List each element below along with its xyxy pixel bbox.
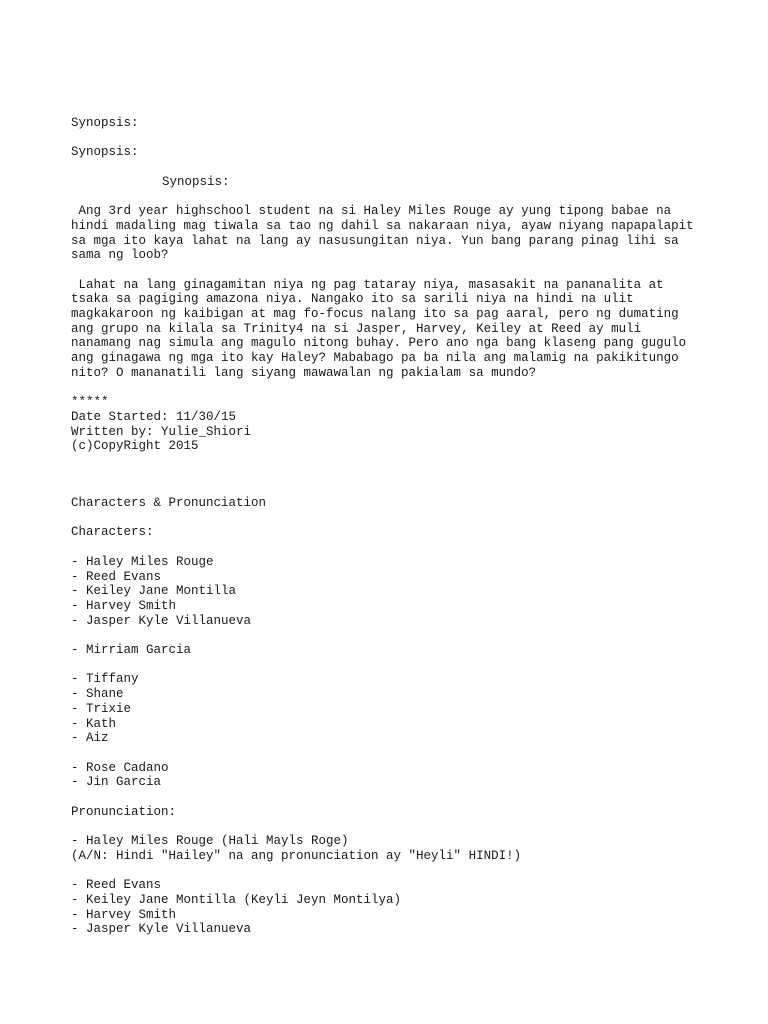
spacer [71, 263, 711, 278]
copyright: (c)CopyRight 2015 [71, 439, 199, 454]
paragraph-line: ang grupo na kilala sa Trinity4 na si Jasper, Harvey, Keiley at Reed ay muli [71, 321, 642, 336]
section-title: Characters & Pronunciation [71, 496, 267, 511]
spacer [71, 658, 711, 673]
pronunciation-list [71, 878, 711, 937]
date-started: Date Started: 11/30/15 [71, 409, 237, 424]
paragraph-line: Ang 3rd year highschool student na si Haley Miles Rouge ay yung tipong babae na [71, 204, 672, 219]
written-by: Written by: Yulie_Shiori [71, 424, 252, 439]
spacer [71, 189, 711, 204]
synopsis-heading: Synopsis: [71, 116, 139, 130]
spacer [71, 540, 711, 555]
list-item: - Tiffany [71, 672, 139, 687]
spacer [71, 454, 711, 496]
list-item: - Mirriam Garcia [71, 643, 192, 658]
character-group-main [71, 555, 711, 629]
paragraph-line: ang ginagawa ng mga ito kay Haley? Mababago pa ba nila ang malamig na pakikitungo [71, 351, 679, 366]
spacer [71, 628, 711, 643]
list-item: - Haley Miles Rouge [71, 554, 214, 569]
spacer [71, 381, 711, 396]
spacer [71, 790, 711, 805]
list-item: - Harvey Smith [71, 907, 177, 922]
character-group-4 [71, 761, 711, 790]
document-page [71, 116, 711, 937]
list-item: - Harvey Smith [71, 598, 177, 613]
list-item: - Jasper Kyle Villanueva [71, 613, 252, 628]
synopsis-heading: Synopsis: [162, 174, 230, 189]
list-item: - Keiley Jane Montilla [71, 584, 237, 599]
paragraph-line: hindi madaling mag tiwala sa tao ng dahil sa nakaraan niya, ayaw niyang napapalapit [71, 218, 694, 233]
list-item: - Rose Cadano [71, 760, 169, 775]
spacer [71, 160, 711, 175]
spacer [71, 864, 711, 879]
characters-label: Characters: [71, 525, 154, 540]
paragraph-line: sama ng loob? [71, 248, 169, 263]
spacer [71, 819, 711, 834]
list-item: - Trixie [71, 701, 132, 716]
pronunciation-label: Pronunciation: [71, 804, 177, 819]
paragraph-line: magkakaroon ng kaibigan at mag fo-focus nalang ito sa pag aaral, pero ng dumating [71, 307, 679, 322]
synopsis-paragraph [71, 278, 711, 381]
paragraph-line: nito? O mananatili lang siyang mawawalan ng pakialam sa mundo? [71, 365, 537, 380]
list-item: - Reed Evans [71, 878, 162, 893]
author-note: (A/N: Hindi "Hailey" na ang pronunciation ay "Heyli" HINDI!) [71, 848, 522, 863]
synopsis-heading: Synopsis: [71, 145, 139, 160]
spacer [71, 131, 711, 146]
list-item: - Kath [71, 716, 117, 731]
paragraph-line: nanamang nag simula ang magulo nitong buhay. Pero ano nga bang klaseng pang gugulo [71, 336, 687, 351]
paragraph-line: tsaka sa pagiging amazona niya. Nangako ito sa sarili niya na hindi na ulit [71, 292, 634, 307]
list-item: - Haley Miles Rouge (Hali Mayls Roge) [71, 834, 349, 849]
spacer [71, 511, 711, 526]
list-item: - Reed Evans [71, 569, 162, 584]
separator: ***** [71, 395, 109, 410]
character-group-3 [71, 672, 711, 746]
spacer [71, 746, 711, 761]
list-item: - Keiley Jane Montilla (Keyli Jeyn Montilya) [71, 892, 402, 907]
character-group-2 [71, 643, 711, 658]
paragraph-line: sa mga ito kaya lahat na lang ay nasusungitan niya. Yun bang parang pinag lihi sa [71, 233, 679, 248]
story-meta [71, 395, 711, 454]
synopsis-paragraph [71, 204, 711, 263]
list-item: - Jasper Kyle Villanueva [71, 922, 252, 937]
list-item: - Jin Garcia [71, 775, 162, 790]
list-item: - Aiz [71, 731, 109, 746]
paragraph-line: Lahat na lang ginagamitan niya ng pag tataray niya, masasakit na pananalita at [71, 277, 664, 292]
list-item: - Shane [71, 687, 124, 702]
